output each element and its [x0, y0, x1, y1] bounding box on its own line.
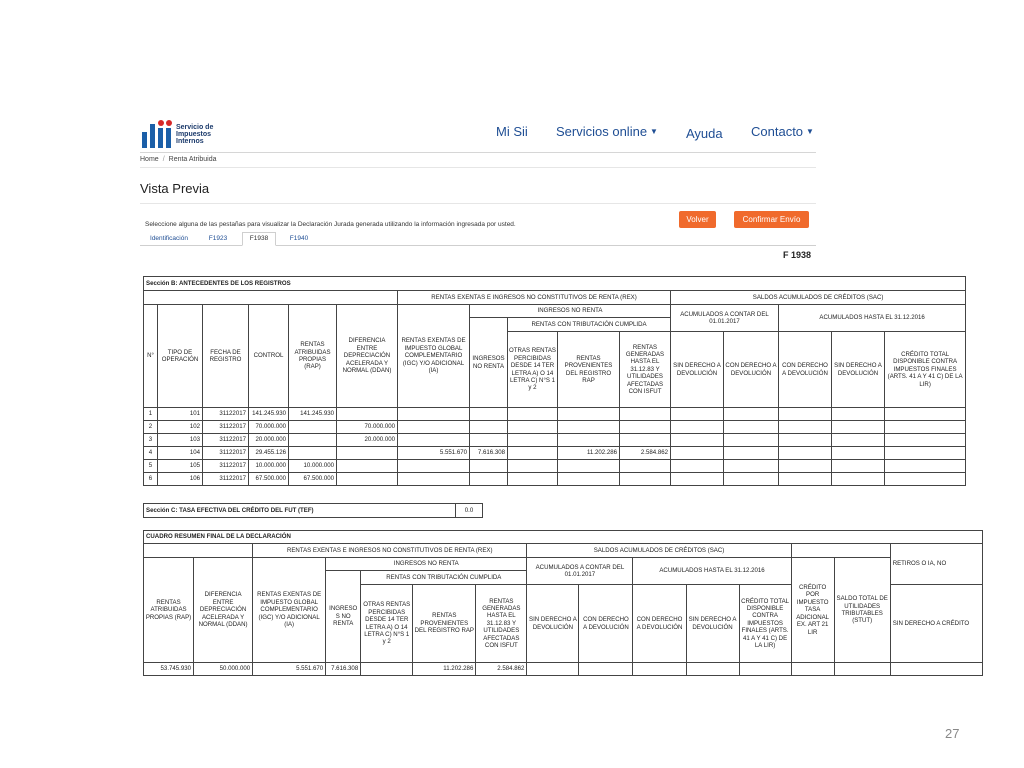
cell	[832, 421, 885, 434]
cell: 31122017	[203, 434, 249, 447]
cell	[885, 447, 966, 460]
header-tributacion-cumplida: RENTAS CON TRIBUTACIÓN CUMPLIDA	[361, 571, 527, 585]
breadcrumb-current: Renta Atribuida	[168, 156, 217, 163]
cell: 102	[158, 421, 203, 434]
cell: 31122017	[203, 447, 249, 460]
instructions-text: Seleccione alguna de las pestañas para visualizar la Declaración Jurada generada utilizando la información ingresada por usted.	[145, 221, 516, 228]
cell	[832, 408, 885, 421]
col-credito-adicional: CRÉDITO POR IMPUESTO TASA ADICIONAL EX. ART 21 LIR	[791, 558, 834, 663]
cell	[832, 434, 885, 447]
nav-contacto-label: Contacto	[751, 124, 804, 139]
col-prov: RENTAS PROVENIENTES DEL REGISTRO RAP	[413, 585, 476, 663]
col-inr: INGRESOS NO RENTA	[470, 318, 508, 408]
col-credito-total: CRÉDITO TOTAL DISPONIBLE CONTRA IMPUESTOS FINALES (ARTS. 41 A Y 41 C) DE LA LIR)	[739, 585, 791, 663]
col-otras: OTRAS RENTAS PERCIBIDAS DESDE 14 TER LETRA A) O 14 LETRA C) N°S 1 y 2	[508, 332, 558, 408]
cell: 5	[144, 460, 158, 473]
cell	[791, 663, 834, 676]
cell: 67.500.000	[249, 473, 289, 486]
cell: 7.616.308	[326, 663, 361, 676]
cell: 2	[144, 421, 158, 434]
cell	[337, 408, 398, 421]
section-b-table	[143, 276, 966, 486]
cell	[779, 460, 832, 473]
cell	[633, 663, 686, 676]
col-ddan: DIFERENCIA ENTRE DEPRECIACIÓN ACELERADA Y NORMAL (DDAN)	[194, 558, 253, 663]
col-ia: RENTAS EXENTAS DE IMPUESTO GLOBAL COMPLEMENTARIO (IGC) Y/O ADICIONAL (IA)	[398, 305, 470, 408]
col-rap: RENTAS ATRIBUIDAS PROPIAS (RAP)	[289, 305, 337, 408]
col-sin-derecho-1: SIN DERECHO A DEVOLUCIÓN	[527, 585, 579, 663]
col-con-derecho-2: CON DERECHO A DEVOLUCIÓN	[633, 585, 686, 663]
header-tributacion-cumplida: RENTAS CON TRIBUTACIÓN CUMPLIDA	[508, 318, 671, 332]
cell	[470, 421, 508, 434]
cell	[779, 421, 832, 434]
header-acum-2017: ACUMULADOS A CONTAR DEL 01.01.2017	[527, 558, 633, 585]
col-con-derecho-1: CON DERECHO A DEVOLUCIÓN	[579, 585, 633, 663]
cell	[620, 408, 671, 421]
cell	[885, 434, 966, 447]
cell: 20.000.000	[249, 434, 289, 447]
cell: 7.616.308	[470, 447, 508, 460]
tab-f1923[interactable]: F1923	[208, 235, 228, 242]
summary-table	[143, 530, 983, 676]
cell	[337, 460, 398, 473]
col-prov: RENTAS PROVENIENTES DEL REGISTRO RAP	[558, 332, 620, 408]
cell	[558, 473, 620, 486]
cell	[470, 408, 508, 421]
col-sin-derecho-1: SIN DERECHO A DEVOLUCIÓN	[671, 332, 724, 408]
cell: 2.584.862	[476, 663, 527, 676]
cell	[558, 460, 620, 473]
cell	[739, 663, 791, 676]
table-row	[144, 663, 983, 676]
nav-mi-sii[interactable]: Mi Sii	[496, 124, 528, 139]
volver-button[interactable]: Volver	[679, 211, 716, 228]
col-otras: OTRAS RENTAS PERCIBIDAS DESDE 14 TER LETRA A) O 14 LETRA C) N°S 1 y 2	[361, 585, 413, 663]
cell	[832, 473, 885, 486]
table-row	[144, 447, 966, 460]
cell: 70.000.000	[337, 421, 398, 434]
nav-ayuda[interactable]: Ayuda	[686, 126, 723, 141]
cell	[508, 434, 558, 447]
cell	[337, 447, 398, 460]
cell	[508, 447, 558, 460]
breadcrumb-home[interactable]: Home	[140, 156, 159, 163]
header-acum-2016: ACUMULADOS HASTA EL 31.12.2016	[633, 558, 791, 585]
cell	[527, 663, 579, 676]
cell: 101	[158, 408, 203, 421]
header-rex: RENTAS EXENTAS E INGRESOS NO CONSTITUTIVOS DE RENTA (REX)	[398, 291, 671, 305]
col-rap: RENTAS ATRIBUIDAS PROPIAS (RAP)	[144, 558, 194, 663]
col-credito-total: CRÉDITO TOTAL DISPONIBLE CONTRA IMPUESTOS FINALES (ARTS. 41 A Y 41 C) DE LA LIR)	[885, 332, 966, 408]
cell: 141.245.930	[289, 408, 337, 421]
tab-identificacion[interactable]: Identificación	[150, 235, 188, 242]
cell	[620, 460, 671, 473]
table-row	[144, 408, 966, 421]
cell	[508, 421, 558, 434]
cell	[779, 473, 832, 486]
col-sin-derecho-2: SIN DERECHO A DEVOLUCIÓN	[686, 585, 739, 663]
cell	[779, 447, 832, 460]
summary-title: CUADRO RESUMEN FINAL DE LA DECLARACIÓN	[144, 531, 983, 544]
col-inr: INGRESOS NO RENTA	[326, 571, 361, 663]
cell	[885, 421, 966, 434]
col-gen: RENTAS GENERADAS HASTA EL 31.12.83 Y UTILIDADES AFECTADAS CON ISFUT	[476, 585, 527, 663]
table-row	[144, 434, 966, 447]
cell	[470, 473, 508, 486]
cell: 31122017	[203, 421, 249, 434]
cell	[671, 408, 724, 421]
blank-header	[791, 544, 890, 558]
cell	[671, 447, 724, 460]
cell	[724, 447, 779, 460]
tab-f1938[interactable]: F1938	[242, 232, 276, 246]
cell	[671, 473, 724, 486]
col-ddan: DIFERENCIA ENTRE DEPRECIACIÓN ACELERADA Y NORMAL (DDAN)	[337, 305, 398, 408]
cell: 10.000.000	[249, 460, 289, 473]
cell: 31122017	[203, 460, 249, 473]
cell	[470, 434, 508, 447]
col-sin-derecho-2: SIN DERECHO A DEVOLUCIÓN	[832, 332, 885, 408]
confirmar-envio-button[interactable]: Confirmar Envío	[734, 211, 809, 228]
col-retiros-sin-credito: SIN DERECHO A CRÉDITO	[890, 585, 982, 663]
cell	[620, 421, 671, 434]
col-control: CONTROL	[249, 305, 289, 408]
section-b-title: Sección B: ANTECEDENTES DE LOS REGISTROS	[144, 277, 966, 291]
cell	[620, 434, 671, 447]
cell	[508, 408, 558, 421]
table-row	[144, 421, 966, 434]
cell	[832, 460, 885, 473]
form-number: F 1938	[783, 250, 812, 260]
cell	[289, 447, 337, 460]
breadcrumb: Home / Renta Atribuida	[140, 156, 217, 163]
cell: 50.000.000	[194, 663, 253, 676]
cell	[885, 408, 966, 421]
cell	[508, 460, 558, 473]
cell: 31122017	[203, 473, 249, 486]
table-row	[144, 473, 966, 486]
table-row	[144, 460, 966, 473]
cell	[398, 434, 470, 447]
cell	[558, 421, 620, 434]
cell	[779, 434, 832, 447]
cell	[289, 434, 337, 447]
cell: 10.000.000	[289, 460, 337, 473]
page-title: Vista Previa	[140, 181, 210, 196]
cell	[398, 421, 470, 434]
chevron-down-icon: ▼	[806, 127, 814, 136]
tef-value: 0.0	[456, 504, 483, 518]
cell: 6	[144, 473, 158, 486]
cell	[337, 473, 398, 486]
cell	[885, 460, 966, 473]
cell	[671, 421, 724, 434]
header-acum-2017: ACUMULADOS A CONTAR DEL 01.01.2017	[671, 305, 779, 332]
cell: 20.000.000	[337, 434, 398, 447]
cell	[671, 434, 724, 447]
section-c-table	[143, 503, 483, 518]
header-sac: SALDOS ACUMULADOS DE CRÉDITOS (SAC)	[671, 291, 966, 305]
col-ia: RENTAS EXENTAS DE IMPUESTO GLOBAL COMPLEMENTARIO (IGC) Y/O ADICIONAL (IA)	[253, 558, 326, 663]
col-con-derecho-1: CON DERECHO A DEVOLUCIÓN	[724, 332, 779, 408]
header-rex: RENTAS EXENTAS E INGRESOS NO CONSTITUTIVOS DE RENTA (REX)	[253, 544, 527, 558]
col-tipo: TIPO DE OPERACIÓN	[158, 305, 203, 408]
cell: 104	[158, 447, 203, 460]
header-ingresos-no-renta: INGRESOS NO RENTA	[326, 558, 527, 571]
cell	[398, 473, 470, 486]
col-gen: RENTAS GENERADAS HASTA EL 31.12.83 Y UTILIDADES AFECTADAS CON ISFUT	[620, 332, 671, 408]
cell: 2.584.862	[620, 447, 671, 460]
cell	[558, 408, 620, 421]
cell	[885, 473, 966, 486]
cell	[361, 663, 413, 676]
blank-header	[144, 544, 253, 558]
header-ingresos-no-renta: INGRESOS NO RENTA	[470, 305, 671, 318]
cell: 105	[158, 460, 203, 473]
chevron-down-icon: ▼	[650, 127, 658, 136]
cell	[579, 663, 633, 676]
cell	[671, 460, 724, 473]
cell	[620, 473, 671, 486]
tab-f1940[interactable]: F1940	[289, 235, 309, 242]
cell: 4	[144, 447, 158, 460]
cell: 70.000.000	[249, 421, 289, 434]
cell: 11.202.286	[413, 663, 476, 676]
section-c-title: Sección C: TASA EFECTIVA DEL CRÉDITO DEL FUT (TEF)	[144, 504, 456, 518]
cell	[398, 460, 470, 473]
cell	[724, 460, 779, 473]
cell	[558, 434, 620, 447]
cell: 106	[158, 473, 203, 486]
cell: 5.551.670	[253, 663, 326, 676]
page-number: 27	[945, 726, 960, 741]
cell	[289, 421, 337, 434]
cell	[724, 434, 779, 447]
cell: 103	[158, 434, 203, 447]
header-sac: SALDOS ACUMULADOS DE CRÉDITOS (SAC)	[527, 544, 791, 558]
cell	[508, 473, 558, 486]
col-fecha: FECHA DE REGISTRO	[203, 305, 249, 408]
cell	[686, 663, 739, 676]
header-retiros: RETIROS O IA, NO	[890, 544, 982, 585]
cell	[398, 408, 470, 421]
cell: 11.202.286	[558, 447, 620, 460]
header-acum-2016: ACUMULADOS HASTA EL 31.12.2016	[779, 305, 966, 332]
cell	[832, 447, 885, 460]
cell: 53.745.930	[144, 663, 194, 676]
col-n: N°	[144, 305, 158, 408]
nav-servicios-label: Servicios online	[556, 124, 648, 139]
cell	[470, 460, 508, 473]
cell	[724, 421, 779, 434]
cell	[779, 408, 832, 421]
blank-header	[144, 291, 398, 305]
cell: 67.500.000	[289, 473, 337, 486]
cell: 29.455.126	[249, 447, 289, 460]
col-con-derecho-2: CON DERECHO A DEVOLUCIÓN	[779, 332, 832, 408]
cell	[834, 663, 890, 676]
logo-text: Servicio de Impuestos Internos	[176, 124, 214, 145]
cell: 5.551.670	[398, 447, 470, 460]
cell: 1	[144, 408, 158, 421]
cell: 3	[144, 434, 158, 447]
cell	[724, 473, 779, 486]
cell	[724, 408, 779, 421]
cell	[890, 663, 982, 676]
cell: 31122017	[203, 408, 249, 421]
cell: 141.245.930	[249, 408, 289, 421]
col-stut: SALDO TOTAL DE UTILIDADES TRIBUTABLES (STUT)	[834, 558, 890, 663]
